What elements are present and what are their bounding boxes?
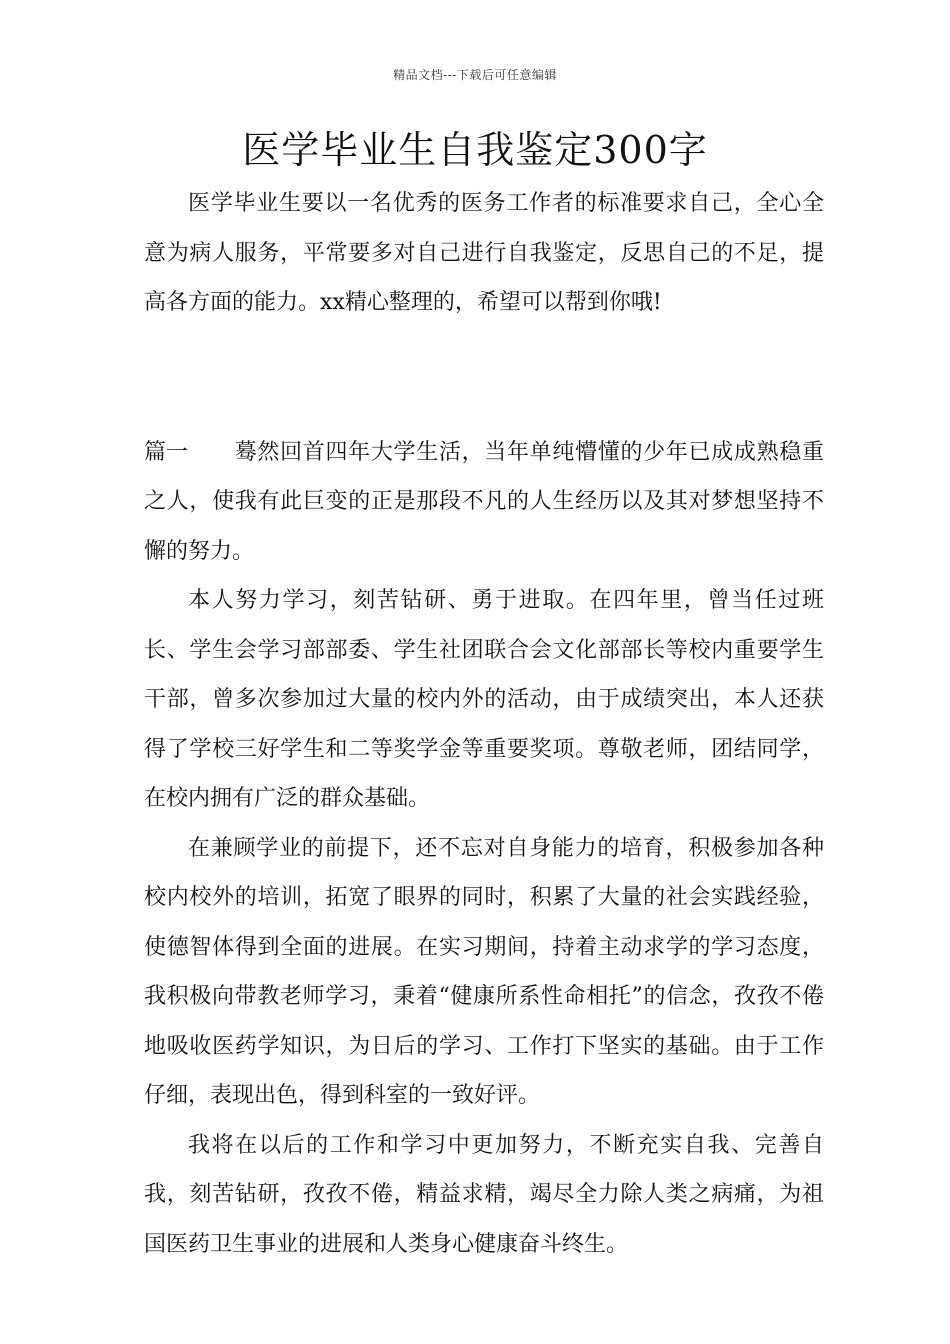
section-first-paragraph-text: 蓦然回首四年大学生活，当年单纯懵懂的少年已成成熟稳重之人，使我有此巨变的正是那段不凡的人生经历以及其对梦想坚持不懈的努力。 (144, 439, 824, 564)
section-label: 篇一 (144, 439, 189, 465)
body-paragraph: 在兼顾学业的前提下，还不忘对自身能力的培育，积极参加各种校内校外的培训，拓宽了眼界的同时，积累了大量的社会实践经验，使德智体得到全面的进展。在实习期间，持着主动求学的学习态度，我积极向带教老师学习，秉着“健康所系性命相托”的信念，孜孜不倦地吸收医药学知识，为日后的学习、工作打下坚实的基础。由于工作仔细，表现出色，得到科室的一致好评。 (144, 835, 824, 1108)
document-title: 医学毕业生自我鉴定300字 (242, 128, 708, 172)
section-first-paragraph (144, 428, 824, 577)
body-paragraph: 本人努力学习，刻苦钻研、勇于进取。在四年里，曾当任过班长、学生会学习部部委、学生社团联合会文化部部长等校内重要学生干部，曾多次参加过大量的校内外的活动，由于成绩突出，本人还获得了学校三好学生和二等奖学金等重要奖项。尊敬老师，团结同学，在校内拥有广泛的群众基础。 (144, 588, 824, 811)
document-body (144, 179, 824, 1269)
header-note: 精品文档---下载后可任意编辑 (393, 68, 557, 82)
body-paragraph: 我将在以后的工作和学习中更加努力，不断充实自我、完善自我，刻苦钻研，孜孜不倦，精益求精，竭尽全力除人类之病痛，为祖国医药卫生事业的进展和人类身心健康奋斗终生。 (144, 1132, 824, 1257)
intro-paragraph: 医学毕业生要以一名优秀的医务工作者的标准要求自己，全心全意为病人服务，平常要多对自己进行自我鉴定，反思自己的不足，提高各方面的能力。xx精心整理的，希望可以帮到你哦! (144, 191, 824, 315)
section-spacer (144, 328, 824, 428)
